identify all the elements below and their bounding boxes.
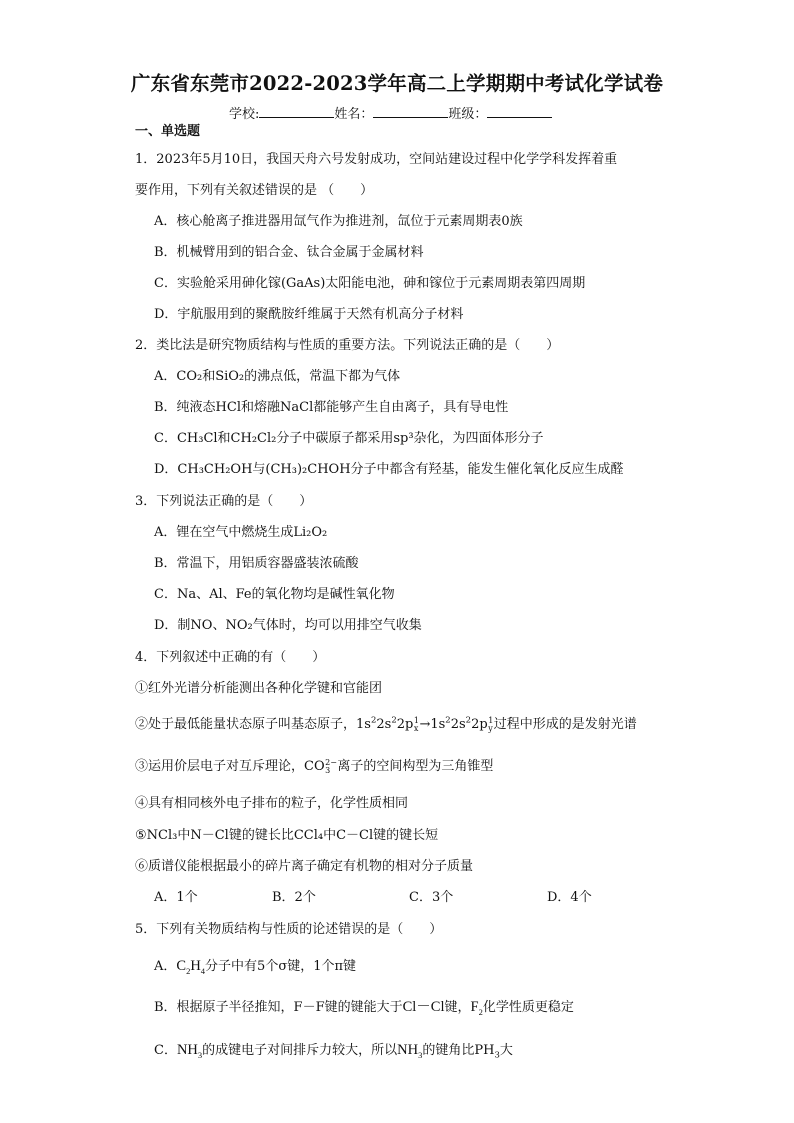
ethylene-formula: $C_2H_4$ bbox=[176, 958, 206, 976]
ammonia-formula: $NH_3$ bbox=[176, 1042, 203, 1060]
name-label: 姓名： bbox=[334, 107, 374, 122]
phosphine-formula: $PH_3$ bbox=[474, 1043, 500, 1061]
q4-statement-2 bbox=[135, 716, 637, 734]
q1-option-d[interactable]: D．宇航服用到的聚酰胺纤维属于天然有机高分子材料 bbox=[154, 307, 464, 322]
q4-statement-2-tail: 过程中形成的是发射光谱 bbox=[493, 717, 637, 732]
q3-option-d[interactable]: D．制NO、NO₂气体时，均可以用排空气收集 bbox=[154, 618, 422, 633]
fluorine-formula: $F_2$ bbox=[470, 999, 483, 1017]
carbonate-ion-formula: CO 2− 3 bbox=[304, 757, 337, 775]
q1-option-c[interactable]: C．实验舱采用砷化镓(GaAs)太阳能电池，砷和镓位于元素周期表第四周期 bbox=[154, 276, 586, 291]
q3-option-c[interactable]: C．Na、Al、Fe的氧化物均是碱性氧化物 bbox=[154, 587, 395, 602]
q1-option-b[interactable]: B．机械臂用到的铝合金、钛合金属于金属材料 bbox=[154, 245, 424, 260]
school-label: 学校: bbox=[229, 107, 260, 122]
q4-statement-1: ①红外光谱分析能测出各种化学键和官能团 bbox=[135, 681, 383, 696]
q4-statement-4: ④具有相同核外电子排布的粒子，化学性质相同 bbox=[135, 796, 409, 811]
q3-option-b[interactable]: B．常温下，用铝质容器盛装浓硫酸 bbox=[154, 556, 359, 571]
q4-stem: 4．下列叙述中正确的有（ ） bbox=[135, 650, 326, 665]
q2-option-b[interactable]: B．纯液态HCl和熔融NaCl都能够产生自由离子，具有导电性 bbox=[154, 400, 509, 415]
q4-statement-2-text: ②处于最低能量状态原子叫基态原子， bbox=[135, 717, 357, 732]
q4-statement-6: ⑥质谱仪能根据最小的碎片离子确定有机物的相对分子质量 bbox=[135, 859, 474, 874]
q3-option-a[interactable]: A．锂在空气中燃烧生成Li₂O₂ bbox=[154, 525, 328, 540]
q4-option-b[interactable]: B．2个 bbox=[272, 890, 316, 905]
q4-statement-3-tail: 离子的空间构型为三角锥型 bbox=[337, 759, 494, 774]
q4-option-c[interactable]: C．3个 bbox=[409, 890, 454, 905]
q4-option-a[interactable]: A．1个 bbox=[154, 890, 198, 905]
q5-option-c[interactable] bbox=[154, 1041, 513, 1060]
q5-option-a-text: 分子中有5个σ键，1个π键 bbox=[205, 959, 357, 974]
q4-options-row bbox=[154, 889, 614, 907]
student-info-line bbox=[229, 103, 552, 122]
q1-stem-line1: 1．2023年5月10日，我国天舟六号发射成功，空间站建设过程中化学学科发挥着重 bbox=[135, 152, 618, 167]
q5-option-c-label: C． bbox=[154, 1043, 177, 1058]
q1-stem-line2: 要作用，下列有关叙述错误的是 （ ） bbox=[135, 183, 374, 198]
exam-title: 广东省东莞市2022-2023学年高二上学期期中考试化学试卷 bbox=[130, 72, 664, 95]
q5-option-b-tail: 化学性质更稳定 bbox=[482, 1000, 574, 1015]
ammonia-formula-2: $NH_3$ bbox=[397, 1042, 423, 1060]
q3-stem: 3．下列说法正确的是（ ） bbox=[135, 494, 313, 509]
q5-option-b[interactable] bbox=[154, 998, 574, 1017]
q5-option-b-text: B．根据原子半径推知，F－F键的键能大于 bbox=[154, 1000, 403, 1015]
q4-option-d[interactable]: D．4个 bbox=[547, 890, 592, 905]
q5-option-a-label: A． bbox=[154, 959, 177, 974]
q4-statement-3-text: ③运用价层电子对互斥理论， bbox=[135, 759, 305, 774]
class-blank[interactable] bbox=[487, 105, 552, 118]
q1-option-a[interactable]: A．核心舱离子推进器用氙气作为推进剂，氙位于元素周期表0族 bbox=[154, 214, 523, 229]
q5-option-b-mid: 键， bbox=[444, 1000, 471, 1015]
q2-stem: 2．类比法是研究物质结构与性质的重要方法。下列说法正确的是（ ） bbox=[135, 338, 560, 353]
q5-option-a[interactable] bbox=[154, 957, 356, 976]
q4-statement-5: ⑤NCl₃中N－Cl键的键长比CCl₄中C－Cl键的键长短 bbox=[135, 828, 439, 843]
school-blank[interactable] bbox=[259, 105, 334, 118]
q2-option-d[interactable]: D．CH₃CH₂OH与(CH₃)₂CHOH分子中都含有羟基，能发生催化氧化反应生成醛 bbox=[154, 462, 624, 477]
class-label: 班级： bbox=[448, 107, 488, 122]
section-heading: 一、单选题 bbox=[135, 124, 201, 139]
q5-stem: 5．下列有关物质结构与性质的论述错误的是（ ） bbox=[135, 922, 443, 937]
q2-option-a[interactable]: A．CO₂和SiO₂的沸点低，常温下都为气体 bbox=[154, 369, 401, 384]
q5-option-c-text: 的成键电子对间排斥力较大，所以 bbox=[202, 1043, 398, 1058]
q5-option-c-tail: 大 bbox=[499, 1043, 513, 1058]
q4-statement-3 bbox=[135, 758, 493, 776]
name-blank[interactable] bbox=[373, 105, 448, 118]
electron-config-formula: $1s^22s^22p$ 1 x $\to 1s^22s^22p$ 1 y bbox=[356, 715, 494, 733]
q2-option-c[interactable]: C．CH₃Cl和CH₂Cl₂分子中碳原子都采用sp³杂化，为四面体形分子 bbox=[154, 431, 544, 446]
q5-option-c-mid: 的键角比 bbox=[422, 1043, 475, 1058]
cl-cl-bond-formula: Cl－Cl bbox=[402, 999, 445, 1015]
